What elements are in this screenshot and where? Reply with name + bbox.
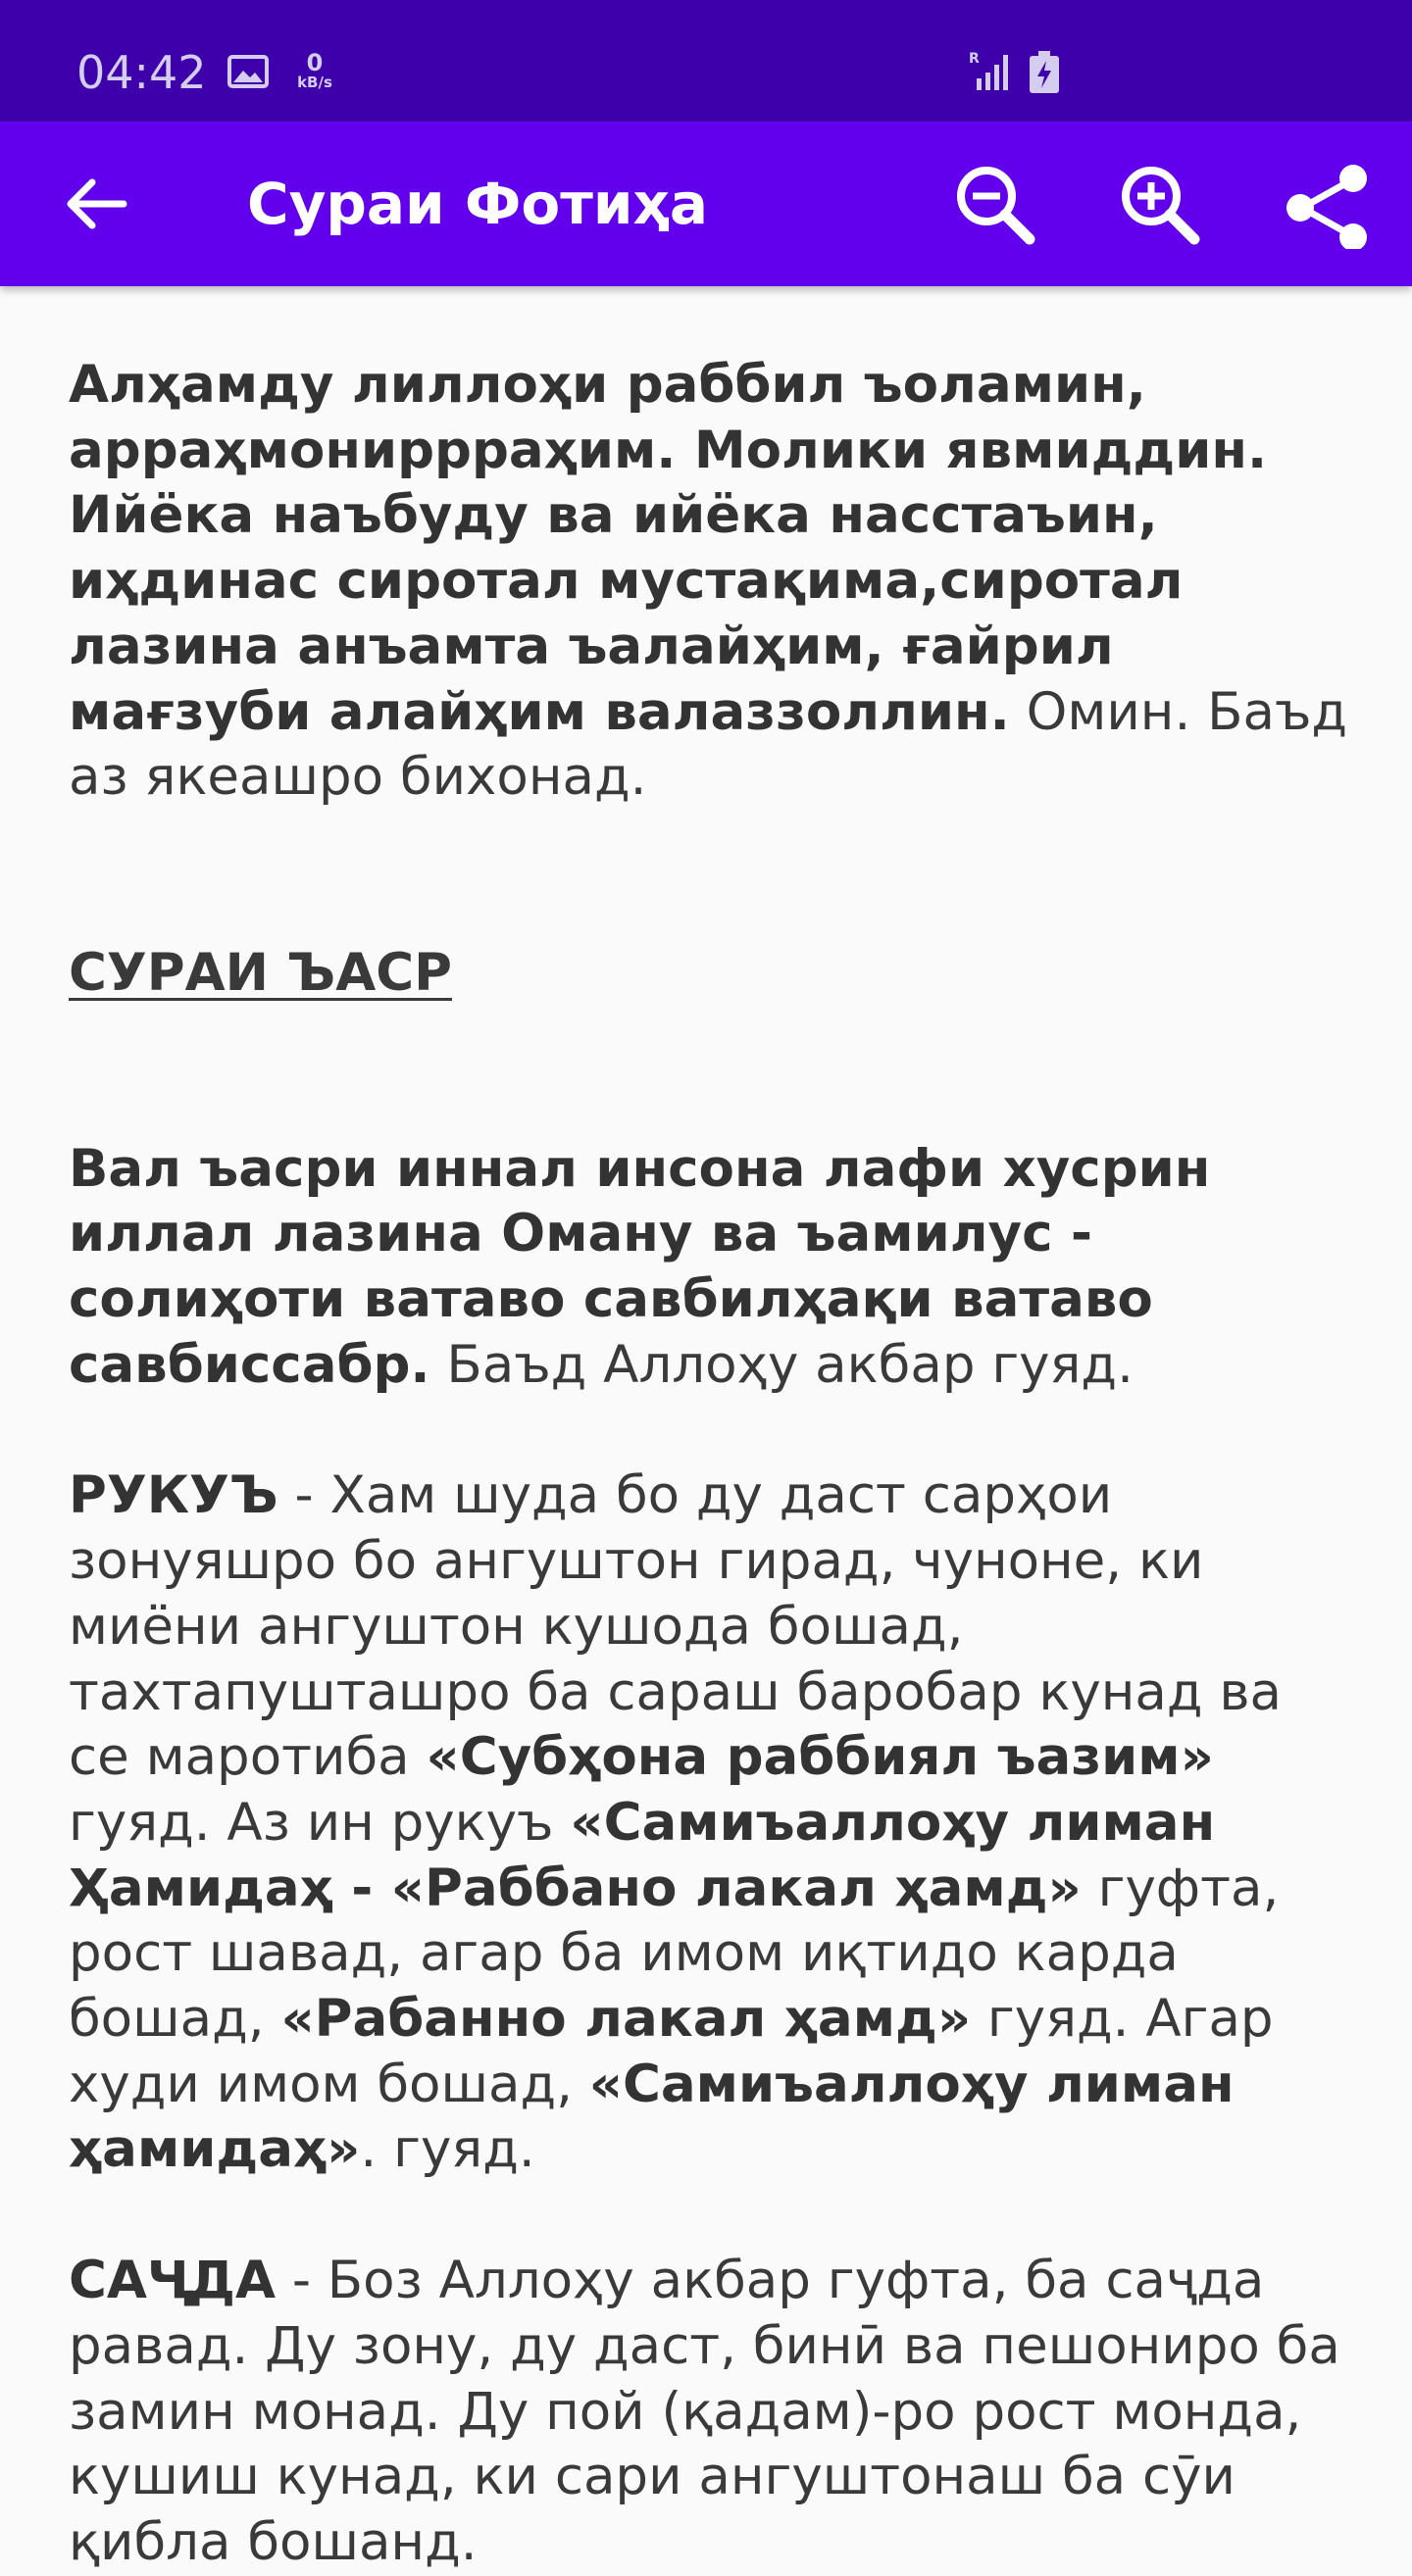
zoom-in-icon[interactable]	[1114, 161, 1212, 249]
network-speed-unit: kB/s	[297, 74, 332, 91]
ruku-dhikr-2: «Самиъаллоҳу лиман Ҳамидаҳ - «Раббано лакал ҳамд»	[69, 1792, 1216, 1918]
svg-text:R: R	[969, 51, 980, 67]
prayer-text	[69, 353, 1353, 2576]
network-speed-value: 0	[306, 49, 324, 76]
ruku-text-1: - Хам шуда бо ду даст сарҳои зонуяшро бо ангуштон гирад, чуноне, ки миёни ангуштон кушода бошад, тахтапушташро ба сараш баробар кунад ва се маротиба	[69, 1465, 1283, 1788]
asr-arabic-text: Вал ъасри иннал инсона лафи хусрин иллал лазина Оману ва ъамилус - солиҳоти ватаво савбилҳақи ватаво савбиссабр.	[69, 1138, 1211, 1395]
status-bar	[0, 0, 1412, 122]
signal-icon	[969, 49, 1016, 92]
app-bar	[0, 122, 1412, 286]
asr-instruction-text: Баъд Аллоҳу акбар гуяд.	[429, 1334, 1134, 1395]
asr-paragraph	[69, 1137, 1353, 1399]
page-title: Сураи Фотиҳа	[247, 171, 709, 237]
fatiha-arabic-text: Алҳамду лиллоҳи раббил ъоламин, арраҳмониррраҳим. Молики явмиддин. Ийёка наъбуду ва ийёка насстаъин, иҳдинас сиротал мустақима,сиротал лазина анъамта ъалайҳим, ғайрил мағзуби алайҳим валаззоллин.	[69, 355, 1268, 742]
fatiha-paragraph	[69, 353, 1353, 811]
share-icon[interactable]	[1281, 161, 1379, 249]
ruku-paragraph	[69, 1463, 1353, 2183]
section-heading-asr: СУРАИ ЪАСР	[69, 942, 452, 1003]
ruku-text-5: . гуяд.	[360, 2119, 535, 2180]
status-time: 04:42	[76, 46, 207, 99]
arrow-back-icon[interactable]	[59, 173, 133, 235]
ruku-label: РУКУЪ	[69, 1465, 278, 1526]
sajda-label: САҶДА	[69, 2251, 276, 2311]
network-speed	[292, 51, 337, 90]
image-icon	[227, 55, 269, 88]
battery-charging-icon	[1028, 51, 1061, 94]
ruku-dhikr-3: «Рабанно лакал ҳамд»	[280, 1989, 972, 2050]
fatiha-instruction-text: Омин. Баъд аз якеашро бихонад.	[69, 681, 1348, 808]
ruku-text-3: гуфта, рост шавад, агар ба имом иқтидо карда бошад,	[69, 1858, 1280, 2050]
ruku-text-4: гуяд. Агар худи имом бошад,	[69, 1989, 1274, 2114]
ruku-text-2: гуяд. Аз ин рукуъ	[69, 1792, 571, 1853]
sajda-text: - Боз Аллоҳу акбар гуфта, ба саҷда равад. Ду зону, ду даст, бинӣ ва пешониро ба замин монад. Ду пой (қадам)-ро рост монда, кушиш кунад, ки сари ангуштонаш ба сӯи қибла бошанд.	[69, 2251, 1340, 2572]
ruku-dhikr-4: «Самиъаллоҳу лиман ҳамидаҳ»	[69, 2054, 1235, 2180]
sajda-paragraph	[69, 2249, 1353, 2576]
zoom-out-icon[interactable]	[949, 161, 1047, 249]
ruku-dhikr-1: «Субҳона раббиял ъазим»	[426, 1727, 1214, 1788]
